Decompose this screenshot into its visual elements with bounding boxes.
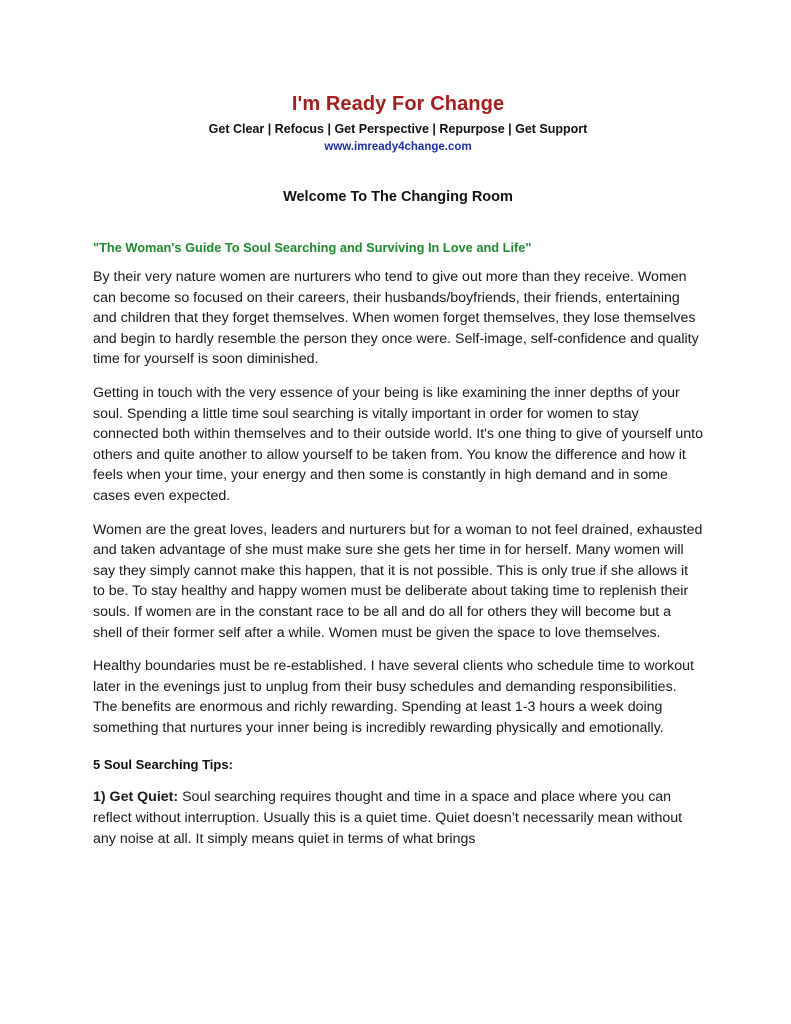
website-link[interactable]: www.imready4change.com [324, 141, 472, 153]
guide-title: "The Woman's Guide To Soul Searching and Surviving In Love and Life" [93, 240, 532, 255]
body-paragraph: By their very nature women are nurturers who tend to give out more than they receive. Women can become so focused on their careers, their husbands/boyfriends, their friends, entertaining and children that they forget themselves. When women forget themselves, they lose themselves and begin to hardly resemble the person they once were. Self-image, self-confidence and quality time for yourself is soon diminished. [93, 269, 699, 368]
tagline: Get Clear | Refocus | Get Perspective | Repurpose | Get Support [208, 122, 588, 136]
tip-text: Soul searching requires thought and time in a space and place where you can reflect without interruption. Usually this is a quiet time. Quiet doesn’t necessarily mean without any noise at all. It simply means quiet in terms of what brings [93, 789, 683, 847]
body-paragraph: Healthy boundaries must be re-established. I have several clients who schedule time to workout later in the evenings just to unplug from their busy schedules and demanding responsibilities. The benefits are enormous and richly rewarding. Spending at least 1-3 hours a week doing something that nurtures your inner being is incredibly rewarding physically and emotionally. [93, 658, 694, 736]
brand-title: I'm Ready For Change [291, 93, 505, 115]
document-header [93, 92, 703, 155]
body-paragraph: Getting in touch with the very essence of your being is like examining the inner depths of your soul. Spending a little time soul searching is vitally important in order for women to stay connected both within themselves and to their outside world. It's one thing to give of yourself unto others and quite another to allow yourself to be taken from. You know the difference and how it feels when your time, your energy and then some is constantly in high demand and in some cases even expected. [93, 384, 703, 504]
document-page [93, 92, 703, 849]
tip-item [93, 787, 703, 849]
tips-heading: 5 Soul Searching Tips: [93, 757, 233, 773]
tip-label: 1) Get Quiet: [93, 789, 179, 806]
welcome-heading: Welcome To The Changing Room [283, 189, 513, 205]
body-paragraph: Women are the great loves, leaders and nurturers but for a woman to not feel drained, exhausted and taken advantage of she must make sure she gets her time in for herself. Many women will say they simply cannot make this happen, that it is not possible. This is only true if she allows it to be. To stay healthy and happy women must be deliberate about taking time to replenish their souls. If women are in the constant race to be all and do all for others they will become but a shell of their former self after a while. Women must be given the space to love themselves. [93, 521, 703, 641]
